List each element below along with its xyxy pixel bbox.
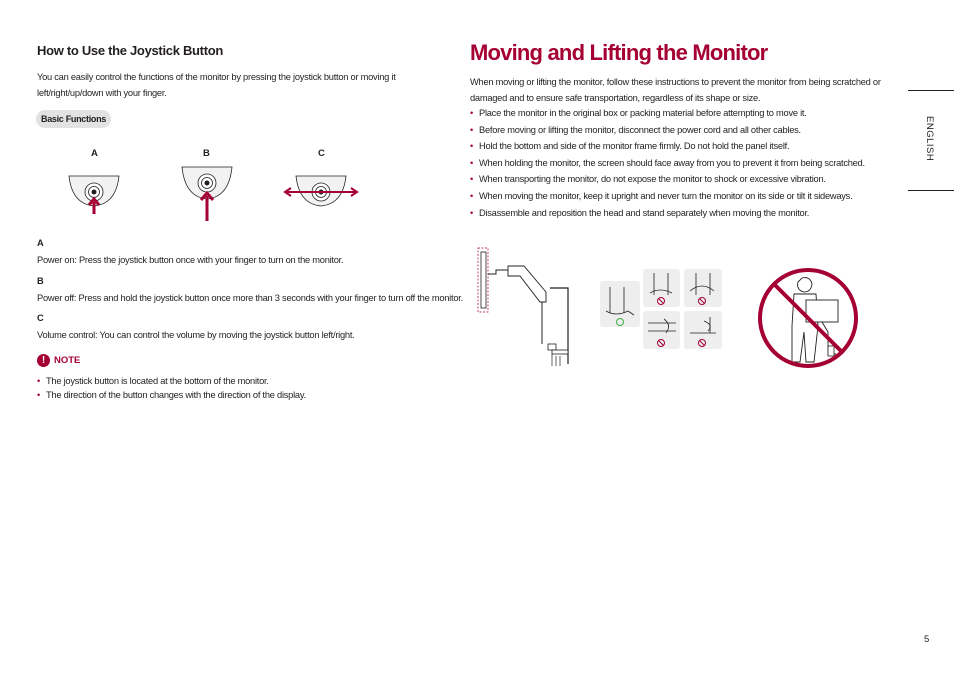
joystick-press-illustration [66,170,122,216]
basic-functions-badge: Basic Functions [36,110,111,128]
note-label: NOTE [54,355,81,366]
joystick-hold-illustration [179,165,235,223]
instruction-item: • Disassemble and reposition the head and stand separately when moving the monitor. [470,208,865,218]
function-a-text: Power on: Press the joystick button once with your finger to turn on the monitor. [37,255,344,265]
hand-holding-grid-illustration [598,267,726,353]
function-c-key: C [37,313,44,323]
instruction-item: • When moving the monitor, keep it upright and never turn the monitor on its side or tilt it sideways. [470,191,865,201]
function-a-key: A [37,238,44,248]
instruction-item: • Hold the bottom and side of the monitor frame firmly. Do not hold the panel itself. [470,141,865,151]
side-tab-top-rule [908,90,954,91]
joystick-section-title: How to Use the Joystick Button [37,43,224,58]
page-number: 5 [924,634,930,645]
note-list [37,376,306,400]
figure-label-a: A [91,148,98,159]
note-item: • The joystick button is located at the bottom of the monitor. [37,376,306,386]
prohibited-carrying-icon [756,266,860,370]
instruction-item: • When holding the monitor, the screen should face away from you to prevent it from being scratched. [470,158,865,168]
function-b-key: B [37,276,44,286]
function-c-text: Volume control: You can control the volume by moving the joystick button left/right. [37,330,355,340]
monitor-arm-illustration [474,244,578,368]
language-tab: ENGLISH [924,116,935,162]
instruction-item: • Place the monitor in the original box or packing material before attempting to move it. [470,108,865,118]
figure-label-c: C [318,148,325,159]
side-tab-bottom-rule [908,190,954,191]
moving-instructions-list [470,108,865,218]
figure-label-b: B [203,148,210,159]
joystick-intro: You can easily control the functions of the monitor by pressing the joystick button or moving it left/right/up/down with your finger. [37,72,396,98]
note-item: • The direction of the button changes with the direction of the display. [37,390,306,400]
note-heading [37,354,80,367]
function-b-text: Power off: Press and hold the joystick button once more than 3 seconds with your finger to turn off the monitor. [37,293,463,303]
note-exclamation-icon: ! [37,354,50,367]
instruction-item: • When transporting the monitor, do not expose the monitor to shock or excessive vibration. [470,174,865,184]
joystick-volume-illustration [282,170,360,216]
moving-lifting-title: Moving and Lifting the Monitor [470,40,768,65]
instruction-item: • Before moving or lifting the monitor, disconnect the power cord and all other cables. [470,125,865,135]
moving-intro: When moving or lifting the monitor, follow these instructions to prevent the monitor from being scratched or damaged and to ensure safe transportation, regardless of its shape or size. [470,77,881,103]
